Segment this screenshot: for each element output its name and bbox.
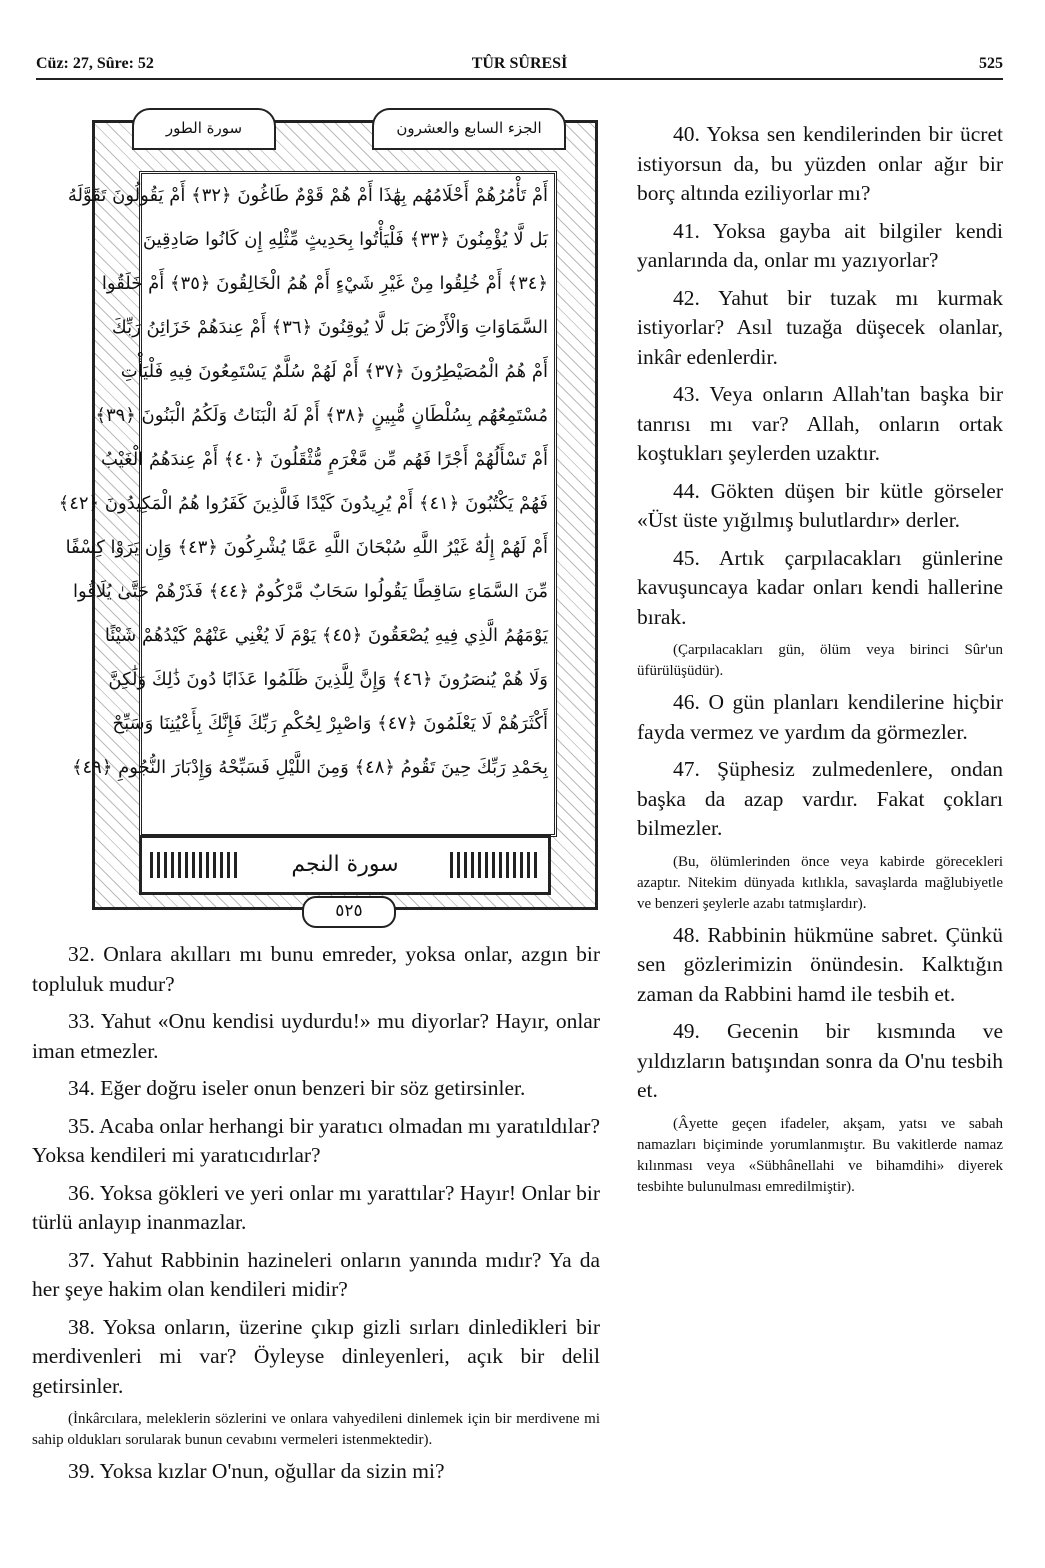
arabic-line: فَهُمْ يَكْتُبُونَ ﴿٤١﴾ أَمْ يُرِيدُونَ كَيْدًا فَالَّذِينَ كَفَرُوا هُمُ الْمَكِيدُونَ ﴿٤٢﴾: [58, 493, 548, 514]
next-surah-banner: سورة النجم: [139, 835, 551, 895]
verse-translation: 44. Gökten düşen bir kütle görseler «Üst üste yığılmış bulutlardır» derler.: [637, 478, 1003, 532]
page-header: [36, 52, 1003, 80]
juz-surah-label: Cüz: 27, Sûre: 52: [36, 55, 154, 72]
verse-translation: 47. Şüphesiz zulmedenlere, ondan başka da azap vardır. Fakat çokları bilmezler.: [637, 757, 1003, 840]
footnote: (Çarpılacakları gün, ölüm veya birinci Sûr'un üfürülüşüdür).: [637, 642, 1003, 679]
arabic-line: وَلَا هُمْ يُنصَرُونَ ﴿٤٦﴾ وَإِنَّ لِلَّذِينَ ظَلَمُوا عَذَابًا دُونَ ذَٰلِكَ وَلَٰكِنَّ: [108, 669, 548, 690]
arabic-line: السَّمَاوَاتِ وَالْأَرْضَ بَل لَّا يُوقِنُونَ ﴿٣٦﴾ أَمْ عِندَهُمْ خَزَائِنُ رَبِّكَ: [111, 317, 548, 338]
left-translation-column: [32, 940, 600, 1495]
page-number: 525: [979, 55, 1003, 72]
footnote: (Bu, ölümlerinden önce veya kabirde görecekleri azaptır. Nitekim dünyada kıtlıkla, savaşlarda mağlubiyetle ve benzeri şeylerle azabı tatmışlardır).: [637, 853, 1003, 912]
surah-title: TÛR SÛRESİ: [471, 55, 568, 72]
arabic-line: أَكْثَرَهُمْ لَا يَعْلَمُونَ ﴿٤٧﴾ وَاصْبِرْ لِحُكْمِ رَبِّكَ فَإِنَّكَ بِأَعْيُنِنَا وَسَبِّحْ: [112, 713, 548, 734]
arabic-page-number: ٥٢٥: [302, 896, 396, 928]
ornamental-frame: [58, 120, 598, 910]
arabic-line: بِحَمْدِ رَبِّكَ حِينَ تَقُومُ ﴿٤٨﴾ وَمِنَ اللَّيْلِ فَسَبِّحْهُ وَإِدْبَارَ النُّجُومِ ﴿٤٩﴾: [71, 757, 548, 778]
verse-translation: 45. Artık çarpılacakları günlerine kavuşuncaya kadar onları kendi hallerine bırak.: [637, 545, 1003, 629]
arabic-line: أَمْ لَهُمْ إِلَٰهٌ غَيْرُ اللَّهِ سُبْحَانَ اللَّهِ عَمَّا يُشْرِكُونَ ﴿٤٣﴾ وَإِن يَرَوْا كِسْفًا: [65, 537, 548, 558]
verse-translation: 41. Yoksa gayba ait bilgiler kendi yanlarında da, onlar mı yazıyorlar?: [637, 218, 1003, 272]
verse-translation: 34. Eğer doğru iseler onun benzeri bir söz getirsinler.: [68, 1076, 526, 1100]
footnote: (İnkârcılara, meleklerin sözlerini ve onlara vahyedileni dinlemek için bir merdivene mi sahip oldukları sorularak bunun cevabını vermeleri istenmektedir).: [32, 1411, 600, 1448]
verse-translation: 43. Veya onların Allah'tan başka bir tanrısı mı var? Allah, onların ortak koştukları şeylerden uzaktır.: [637, 382, 1003, 465]
arabic-line: مُسْتَمِعُهُم بِسُلْطَانٍ مُّبِينٍ ﴿٣٨﴾ أَمْ لَهُ الْبَنَاتُ وَلَكُمُ الْبَنُونَ ﴿٣٩﴾: [95, 405, 548, 426]
verse-translation: 32. Onlara akılları mı bunu emreder, yoksa onlar, azgın bir topluluk mudur?: [32, 942, 600, 996]
arabic-line: أَمْ هُمُ الْمُصَيْطِرُونَ ﴿٣٧﴾ أَمْ لَهُمْ سُلَّمٌ يَسْتَمِعُونَ فِيهِ فَلْيَأْتِ: [120, 361, 548, 382]
arabic-line: مِّنَ السَّمَاءِ سَاقِطًا يَقُولُوا سَحَابٌ مَّرْكُومٌ ﴿٤٤﴾ فَذَرْهُمْ حَتَّىٰ يُلَاقُوا: [73, 581, 548, 602]
arabic-line: يَوْمَهُمُ الَّذِي فِيهِ يُصْعَقُونَ ﴿٤٥﴾ يَوْمَ لَا يُغْنِي عَنْهُمْ كَيْدُهُمْ شَيْئًا: [104, 625, 548, 646]
arabic-line: أَمْ تَأْمُرُهُمْ أَحْلَامُهُم بِهَٰذَا أَمْ هُمْ قَوْمٌ طَاغُونَ ﴿٣٢﴾ أَمْ يَقُولُونَ تَقَوَّلَهُ: [67, 185, 548, 206]
surah-name-tab: سورة الطور: [132, 108, 276, 150]
verse-translation: 46. O gün planları kendilerine hiçbir fayda vermez ve yardım da görmezler.: [637, 690, 1003, 744]
verse-translation: 36. Yoksa gökleri ve yeri onlar mı yarattılar? Hayır! Onlar bir türlü anlayıp inanmazlar.: [32, 1180, 600, 1234]
mushaf-page-panel: [58, 108, 600, 928]
verse-translation: 39. Yoksa kızlar O'nun, oğullar da sizin mi?: [68, 1459, 445, 1483]
verse-translation: 48. Rabbinin hükmüne sabret. Çünkü sen gözlerimizin önündesin. Kalktığın zaman da Rabbini hamd ile tesbih et.: [637, 922, 1003, 1006]
juz-name-tab: الجزء السابع والعشرون: [372, 108, 566, 150]
verse-translation: 42. Yahut bir tuzak mı kurmak istiyorlar? Asıl tuzağa düşecek olanlar, inkâr edenlerdir.: [637, 285, 1003, 369]
verse-translation: 33. Yahut «Onu kendisi uydurdu!» mu diyorlar? Hayır, onlar iman etmezler.: [32, 1009, 600, 1063]
right-translation-column: [637, 120, 1003, 1204]
verse-translation: 37. Yahut Rabbinin hazineleri onların yanında mıdır? Ya da her şeye hakim olan kendileri midir?: [32, 1247, 600, 1301]
arabic-line: أَمْ تَسْأَلُهُمْ أَجْرًا فَهُم مِّن مَّغْرَمٍ مُّثْقَلُونَ ﴿٤٠﴾ أَمْ عِندَهُمُ الْغَيْبُ: [101, 449, 548, 470]
verse-translation: 49. Gecenin bir kısmında ve yıldızların batışından sonra da O'nu tesbih et.: [637, 1019, 1003, 1102]
verse-translation: 35. Acaba onlar herhangi bir yaratıcı olmadan mı yaratıldılar? Yoksa kendileri mi yaratıcıdırlar?: [32, 1113, 600, 1167]
verse-translation: 40. Yoksa sen kendilerinden bir ücret istiyorsun da, bu yüzden onlar ağır bir borç altında eziliyorlar mı?: [637, 122, 1003, 205]
arabic-text-block: [58, 171, 557, 837]
arabic-line: بَل لَّا يُؤْمِنُونَ ﴿٣٣﴾ فَلْيَأْتُوا بِحَدِيثٍ مِّثْلِهِ إِن كَانُوا صَادِقِينَ: [142, 229, 548, 250]
arabic-line: ﴿٣٤﴾ أَمْ خُلِقُوا مِنْ غَيْرِ شَيْءٍ أَمْ هُمُ الْخَالِقُونَ ﴿٣٥﴾ أَمْ خَلَقُوا: [101, 273, 548, 294]
verse-translation: 38. Yoksa onların, üzerine çıkıp gizli sırları dinledikleri bir merdivenleri mi var? Öyleyse dinleyenleri, açık bir delil getirsinler.: [32, 1314, 600, 1398]
footnote: (Âyette geçen ifadeler, akşam, yatsı ve sabah namazları biçiminde yorumlanmıştır. Bu vakitlerde namaz kılınması veya «Sübhânellahi ve bihamdihi» diyerek tesbihte bulunulması emredilmiştir).: [637, 1115, 1003, 1195]
